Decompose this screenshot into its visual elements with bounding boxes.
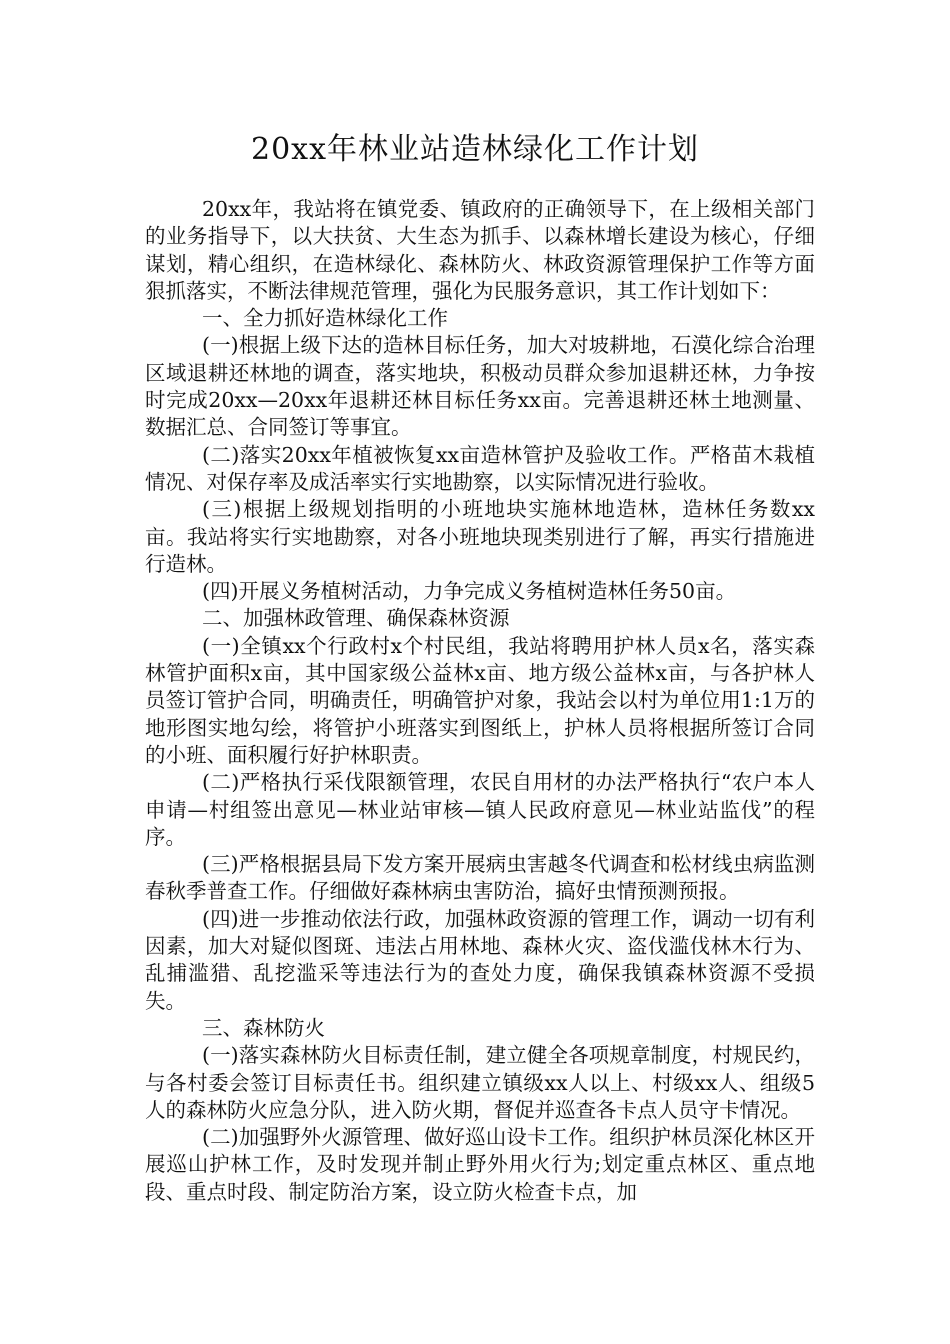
section-heading-1: 一、全力抓好造林绿化工作 (202, 306, 448, 331)
paragraph-intro: 20xx年，我站将在镇党委、镇政府的正确领导下，在上级相关部门的业务指导下，以大扶贫、大生态为抓手、以森林增长建设为核心，仔细谋划，精心组织，在造林绿化、森林防火、林政资源管理保护工作等方面狠抓落实，不断法律规范管理，强化为民服务意识，其工作计划如下： (145, 197, 815, 303)
paragraph-3-1: (一)落实森林防火目标责任制，建立健全各项规章制度，村规民约，与各村委会签订目标责任书。组织建立镇级xx人以上、村级xx人、组级5人的森林防火应急分队，进入防火期，督促并巡查各卡点人员守卡情况。 (145, 1043, 815, 1122)
paragraph-2-3: (三)严格根据县局下发方案开展病虫害越冬代调查和松材线虫病监测春秋季普查工作。仔细做好森林病虫害防治，搞好虫情预测预报。 (145, 852, 815, 904)
paragraph-1-1: (一)根据上级下达的造林目标任务，加大对坡耕地，石漠化综合治理区域退耕还林地的调查，落实地块，积极动员群众参加退耕还林，力争按时完成20xx—20xx年退耕还林目标任务xx亩。完善退耕还林土地测量、数据汇总、合同签订等事宜。 (145, 333, 815, 440)
paragraph-2-4: (四)进一步推动依法行政，加强林政资源的管理工作，调动一切有利因素，加大对疑似图斑、违法占用林地、森林火灾、盗伐滥伐林木行为、乱捕滥猎、乱挖滥采等违法行为的查处力度，确保我镇森林资源不受损失。 (145, 906, 815, 1013)
paragraph-2-2: (二)严格执行采伐限额管理，农民自用材的办法严格执行“农户本人申请—村组签出意见—林业站审核—镇人民政府意见—林业站监伐”的程序。 (145, 770, 815, 849)
document-body (145, 196, 815, 1206)
paragraph-1-2: (二)落实20xx年植被恢复xx亩造林管护及验收工作。严格苗木栽植情况、对保存率及成活率实行实地勘察，以实际情况进行验收。 (145, 442, 815, 494)
paragraph-2-1: (一)全镇xx个行政村x个村民组，我站将聘用护林人员x名，落实森林管护面积x亩，其中国家级公益林x亩、地方级公益林x亩，与各护林人员签订管护合同，明确责任，明确管护对象，我站会以村为单位用1:1万的地形图实地勾绘，将管护小班落实到图纸上，护林人员将根据所签订合同的小班、面积履行好护林职责。 (145, 633, 815, 767)
document-title: 20xx年林业站造林绿化工作计划 (250, 132, 699, 167)
section-heading-2: 二、加强林政管理、确保森林资源 (202, 606, 510, 631)
paragraph-1-4: (四)开展义务植树活动，力争完成义务植树造林任务50亩。 (202, 579, 737, 604)
section-heading-3: 三、森林防火 (202, 1015, 325, 1040)
paragraph-1-3: (三)根据上级规划指明的小班地块实施林地造林，造林任务数xx亩。我站将实行实地勘察，对各小班地块现类别进行了解，再实行措施进行造林。 (145, 497, 815, 576)
paragraph-3-2: (二)加强野外火源管理、做好巡山设卡工作。组织护林员深化林区开展巡山护林工作，及时发现并制止野外用火行为;划定重点林区、重点地段、重点时段、制定防治方案，设立防火检查卡点，加 (145, 1125, 815, 1204)
